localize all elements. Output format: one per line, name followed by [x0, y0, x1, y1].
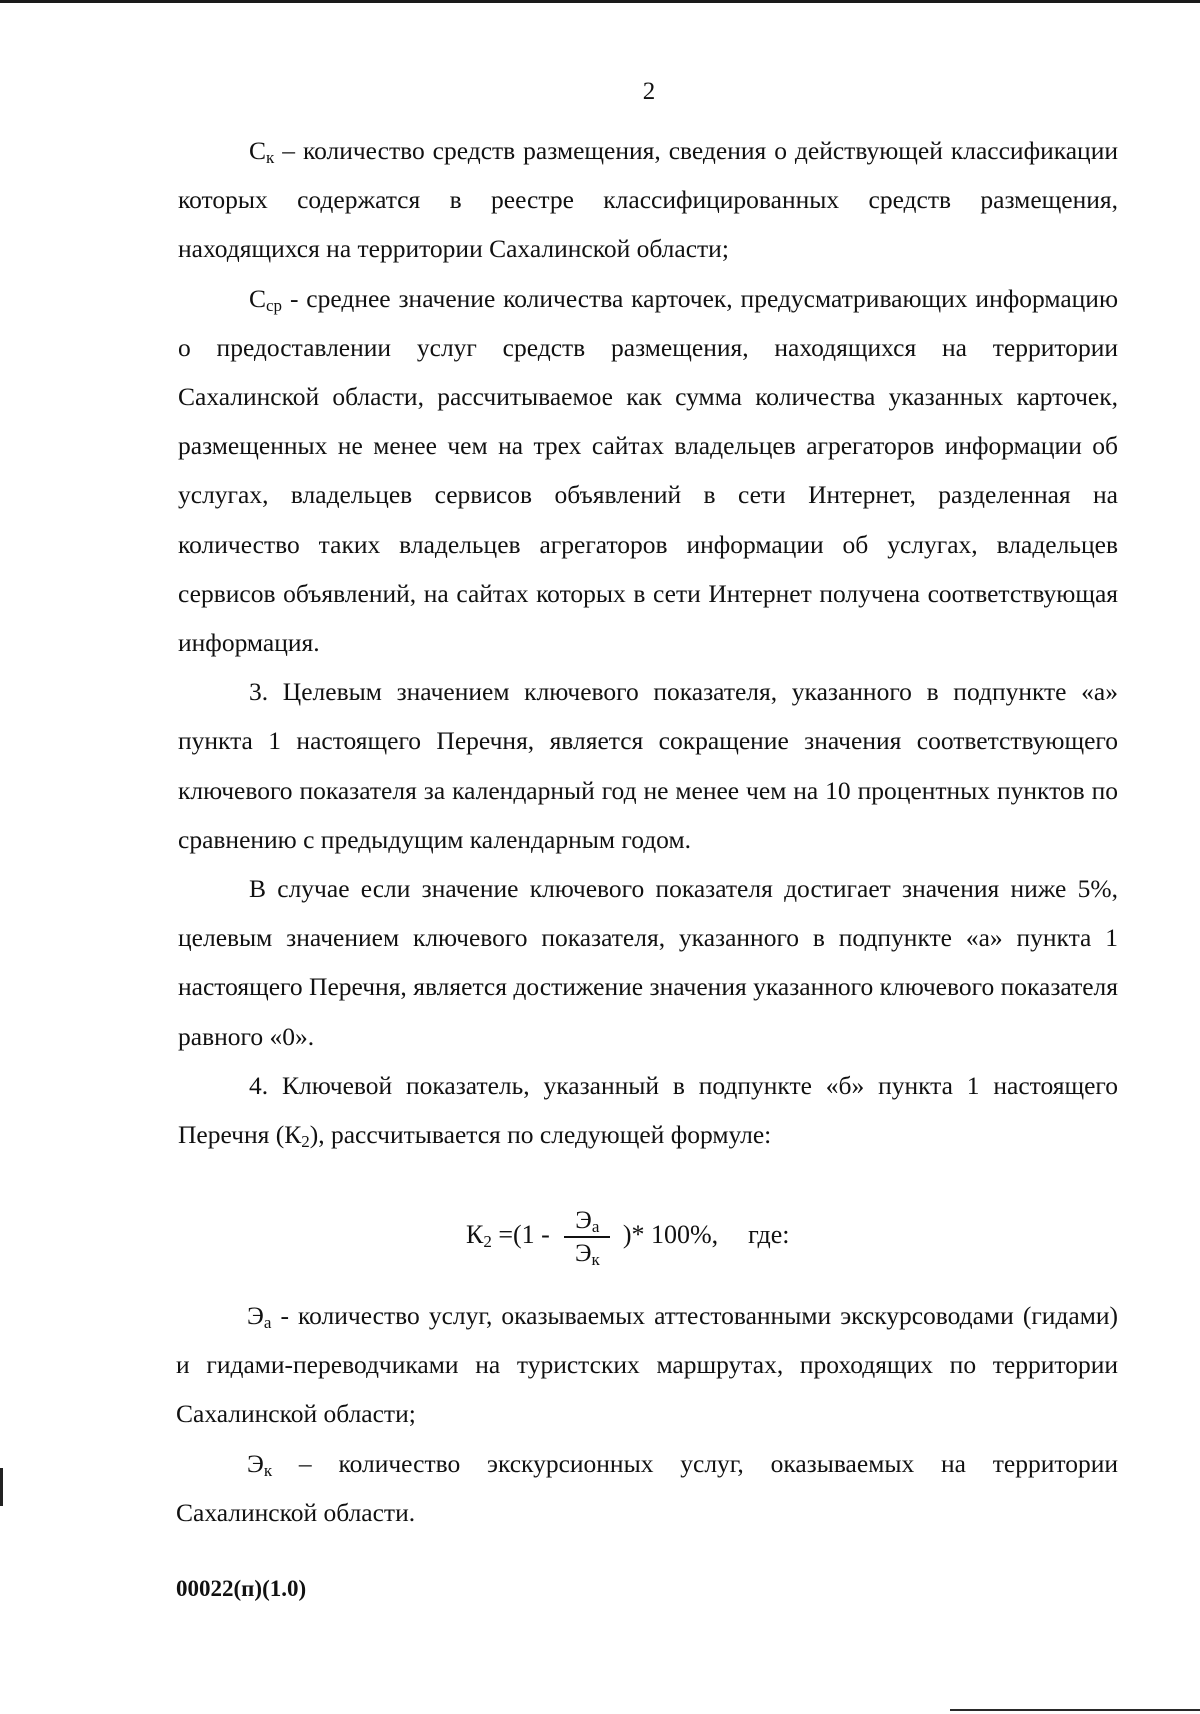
formula-expression [466, 1205, 790, 1269]
paragraph-ck-definition [178, 126, 1118, 274]
paragraph-ek-definition [176, 1439, 1118, 1537]
symbol-ck-subscript: к [266, 148, 275, 167]
fraction-bar [564, 1236, 610, 1238]
paragraph-item-4 [178, 1061, 1118, 1159]
document-body [178, 126, 1118, 1159]
fraction-denominator [572, 1240, 603, 1268]
symbol-csr: С [249, 283, 267, 313]
paragraph-csr-definition [178, 274, 1118, 668]
denominator-symbol: Э [574, 1239, 592, 1267]
bottom-border-rule [950, 1709, 1200, 1711]
formula-lhs [466, 1220, 492, 1250]
k2-subscript: 2 [301, 1132, 310, 1152]
symbol-ea: Э [247, 1301, 264, 1330]
numerator-symbol: Э [575, 1207, 592, 1234]
formula-close: )* 100%, [616, 1220, 719, 1250]
symbol-ek-subscript: к [263, 1460, 273, 1480]
paragraph-text: – количество средств размещения, сведения о действующей классификации которых содержатся в реестре классифицированных средств размещения, находящихся на территории Сахалинской области; [178, 136, 1118, 264]
paragraph-item-3: 3. Целевым значением ключевого показателя, указанного в подпункте «а» пункта 1 настоящего Перечня, является сокращение значения соответствующего ключевого показателя за календарный год не менее чем на 10 процентных пунктов по сравнению с предыдущим календарным годом. [178, 677, 1118, 854]
numerator-subscript: а [591, 1217, 600, 1236]
formula-lhs-subscript: 2 [483, 1232, 492, 1252]
formula-k2 [0, 1193, 1200, 1273]
symbol-ea-subscript: а [263, 1313, 272, 1332]
symbol-ek: Э [247, 1448, 264, 1478]
formula-fraction [564, 1207, 610, 1268]
formula-where: где: [748, 1220, 790, 1250]
denominator-subscript: к [591, 1249, 600, 1269]
definitions-block [176, 1291, 1118, 1537]
paragraph-text: - среднее значение количества карточек, предусматривающих информацию о предоставлении услуг средств размещения, находящихся на территории Сахалинской области, рассчитываемое как сумма количества указанных карточек, размещенных не менее чем на трех сайтах владельцев агрегаторов информации об услугах, владельцев сервисов объявлений в сети Интернет, разделенная на количество таких владельцев агрегаторов информации об услугах, владельцев сервисов объявлений, на сайтах которых в сети Интернет получена соответствующая информация. [178, 283, 1118, 658]
symbol-csr-subscript: ср [266, 295, 283, 315]
paragraph-text: – количество экскурсионных услуг, оказываемых на территории Сахалинской области. [176, 1448, 1118, 1527]
formula-lhs-symbol: К [466, 1220, 484, 1250]
fraction-numerator [572, 1207, 602, 1235]
formula-open: =(1 - [491, 1220, 557, 1250]
paragraph-threshold-case: В случае если значение ключевого показателя достигает значения ниже 5%, целевым значением ключевого показателя, указанного в подпункте «а» пункта 1 настоящего Перечня, является достижение значения указанного ключевого показателя равного «0». [178, 874, 1118, 1051]
paragraph-text: 4. Ключевой показатель, указанный в подпункте «б» пункта 1 настоящего Перечня (К [178, 1070, 1118, 1150]
paragraph-text: ), рассчитывается по следующей формуле: [309, 1120, 772, 1150]
page-number: 2 [642, 78, 656, 105]
symbol-ck: С [249, 136, 267, 165]
top-border-rule [0, 0, 1200, 3]
paragraph-text: - количество услуг, оказываемых аттестованными экскурсоводами (гидами) и гидами-переводчиками на туристских маршрутах, проходящих по территории Сахалинской области; [176, 1301, 1118, 1429]
paragraph-ea-definition [176, 1291, 1118, 1439]
scan-margin-mark [0, 1468, 3, 1506]
document-code: 00022(п)(1.0) [176, 1576, 307, 1601]
